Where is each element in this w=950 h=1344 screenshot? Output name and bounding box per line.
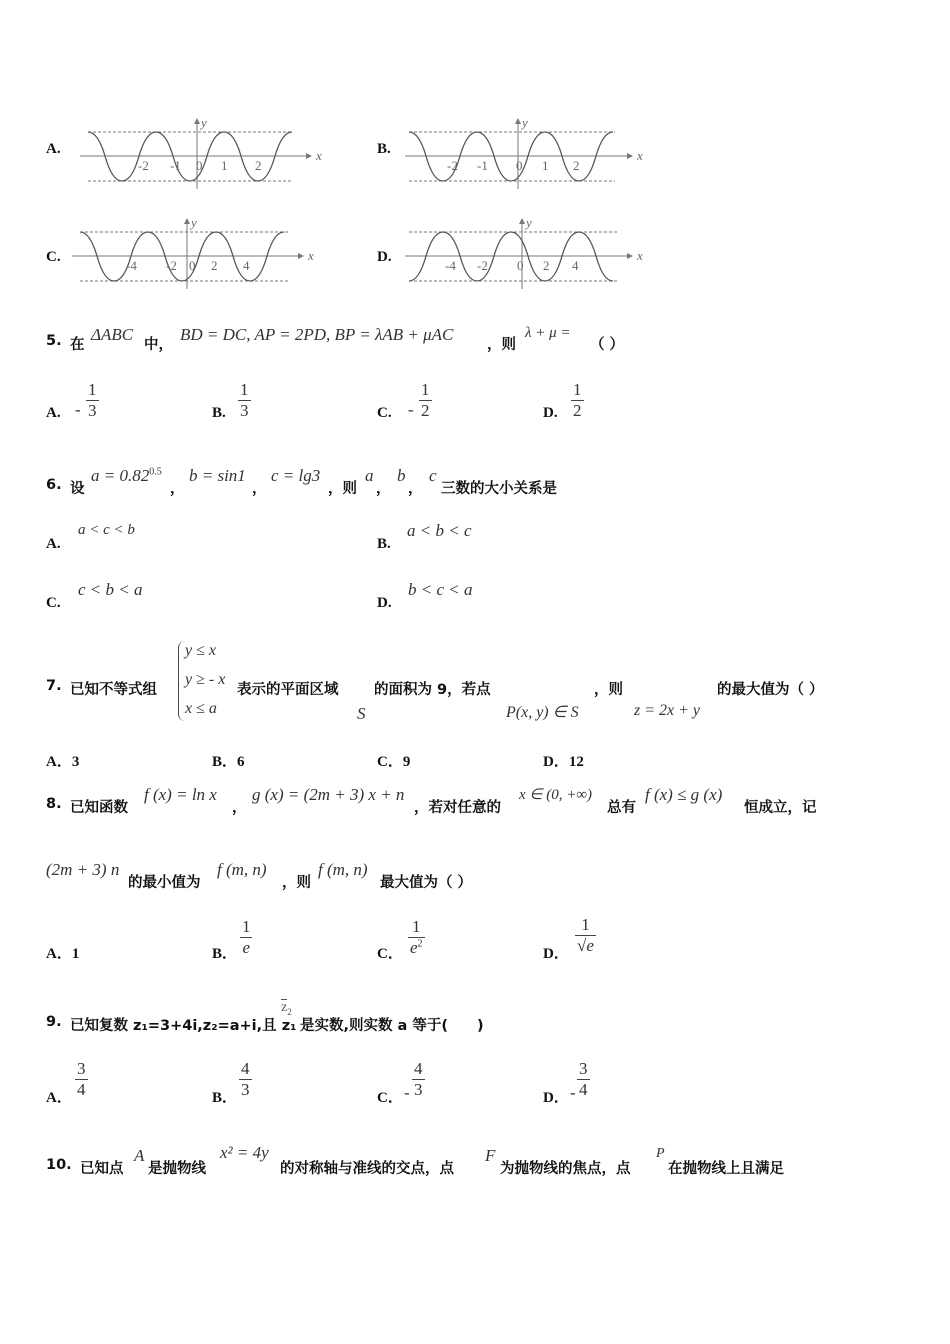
- z2-subscript: 2: [287, 1006, 292, 1017]
- q6-option-b[interactable]: B.: [377, 536, 391, 552]
- graph-d-tick-label: -2: [477, 258, 488, 273]
- q10-text: 为抛物线的焦点，点: [500, 1161, 631, 1177]
- q7-text: 已知不等式组: [70, 682, 157, 698]
- graph-a-y-arrow: [194, 118, 200, 124]
- q7-text: ，则: [594, 682, 623, 698]
- q4-option-c-label[interactable]: C.: [46, 249, 61, 265]
- q4-graph-a[interactable]: [80, 115, 320, 190]
- denominator: 3: [414, 1079, 423, 1099]
- graph-a-y-label: y: [201, 115, 207, 130]
- q6-option-d[interactable]: D.: [377, 595, 392, 611]
- q5-text: 中，: [144, 337, 173, 353]
- option-label: C．: [377, 754, 403, 770]
- q6-number: 6.: [46, 477, 62, 493]
- q7-text: 的最大值为（ ）: [717, 682, 824, 698]
- denominator: [575, 935, 596, 956]
- q7-system-brace: [178, 641, 185, 721]
- graph-b-y-label: y: [522, 115, 528, 130]
- numerator: 3: [77, 1059, 86, 1078]
- q7-text: 表示的平面区域: [237, 682, 339, 698]
- graph-d-y-arrow: [519, 218, 525, 224]
- graph-b-tick-label: 0: [516, 158, 523, 173]
- q8-text: 恒成立，记: [744, 800, 817, 816]
- graph-c-tick-label: -4: [126, 258, 137, 273]
- q4-graph-c[interactable]: [72, 215, 312, 290]
- q10-parabola: x² = 4y: [220, 1143, 269, 1162]
- q8-option-c-value: [408, 917, 425, 957]
- q6-option-b-expr: a < b < c: [407, 521, 472, 540]
- q5-option-c-sign: -: [408, 400, 414, 419]
- q6-text: 三数的大小关系是: [441, 481, 557, 497]
- q7-ineq-2: y ≥ - x: [185, 671, 226, 688]
- graph-a-tick-label: 2: [255, 158, 262, 173]
- numerator: 4: [414, 1059, 423, 1078]
- q8-number: 8.: [46, 796, 62, 812]
- q8-option-b-value: [240, 917, 253, 957]
- q5-number: 5.: [46, 333, 62, 349]
- q5-option-b[interactable]: B.: [212, 405, 226, 421]
- numerator: 1: [421, 380, 430, 399]
- graph-d-x-label: x: [637, 248, 643, 263]
- q9-number: 9.: [46, 1014, 62, 1030]
- q10-text: 的对称轴与准线的交点，点: [280, 1161, 454, 1177]
- q8-text: ，则: [282, 875, 311, 891]
- root-sign: √: [577, 935, 587, 955]
- q6-comma: ，: [376, 481, 391, 497]
- q7-option-d[interactable]: [543, 750, 584, 771]
- q6-text: ，则: [328, 481, 357, 497]
- q5-option-c[interactable]: C.: [377, 405, 392, 421]
- graph-c-tick-label: 0: [189, 258, 196, 273]
- q6-c: c: [429, 466, 437, 485]
- numerator: 3: [579, 1059, 588, 1078]
- denominator: [408, 937, 425, 958]
- q8-fmn: f (m, n): [318, 860, 368, 879]
- graph-a-tick-label: 0: [196, 158, 203, 173]
- graph-c-x-label: x: [308, 248, 314, 263]
- numerator: 1: [581, 915, 590, 934]
- graph-d-tick-label: 4: [572, 258, 579, 273]
- denominator: 2: [421, 400, 430, 420]
- q8-fmn: f (m, n): [217, 860, 267, 879]
- q9-option-c-value: [412, 1059, 425, 1099]
- z2-bar: z: [281, 1000, 288, 1015]
- graph-d-x-arrow: [627, 253, 633, 259]
- option-value: 9: [402, 754, 411, 770]
- option-label: B．: [212, 754, 238, 770]
- graph-a-x-label: x: [316, 148, 322, 163]
- option-label: A．: [46, 754, 72, 770]
- q6-option-c-expr: c < b < a: [78, 580, 143, 599]
- graph-c-y-label: y: [191, 215, 197, 230]
- q10-number: 10.: [46, 1157, 72, 1173]
- q8-text: 总有: [607, 800, 636, 816]
- q5-sum: λ + μ =: [525, 325, 571, 341]
- option-value: 1: [71, 946, 80, 962]
- q9-option-d[interactable]: D．: [543, 1090, 569, 1106]
- q5-conditions: BD = DC, AP = 2PD, BP = λAB + μAC: [180, 325, 454, 344]
- q7-number: 7.: [46, 678, 62, 694]
- graph-b-x-label: x: [637, 148, 643, 163]
- q9-option-c[interactable]: C．: [377, 1090, 403, 1106]
- q4-option-a-label[interactable]: A.: [46, 141, 61, 157]
- graph-b-tick-label: 1: [542, 158, 549, 173]
- denominator: 4: [579, 1079, 588, 1099]
- q6-a-def: [91, 466, 162, 486]
- q9-option-c-sign: -: [404, 1083, 410, 1102]
- q5-option-a-value: [86, 380, 99, 420]
- graph-b-tick-label: -2: [447, 158, 458, 173]
- denominator: e: [242, 937, 251, 957]
- q6-option-a-expr: a < c < b: [78, 522, 135, 538]
- graph-a-tick-label: 1: [221, 158, 228, 173]
- q5-option-d[interactable]: D.: [543, 405, 558, 421]
- q8-option-d[interactable]: D．: [543, 946, 569, 962]
- graph-b-x-arrow: [627, 153, 633, 159]
- q8-f-def: f (x) = ln x: [144, 785, 217, 804]
- q10-point-p: P: [656, 1146, 665, 1161]
- option-value: 6: [237, 754, 245, 770]
- q7-ineq-3: x ≤ a: [185, 700, 217, 717]
- q4-graph-d[interactable]: [405, 215, 645, 290]
- graph-c-tick-label: 4: [243, 258, 250, 273]
- q7-option-c[interactable]: [377, 750, 410, 771]
- q7-point: P(x, y) ∈ S: [506, 704, 579, 721]
- q6-c-def: c = lg3: [271, 466, 321, 485]
- q9-option-b[interactable]: B．: [212, 1090, 238, 1106]
- numerator: 1: [88, 380, 97, 399]
- q9-text: 已知复数 z₁=3+4i,z₂=a+i,且 z₁: [70, 1018, 297, 1034]
- q6-a: a: [365, 466, 374, 485]
- option-value: 3: [71, 754, 80, 770]
- q6-b-def: b = sin1: [189, 466, 246, 485]
- graph-a-tick-label: -1: [170, 158, 181, 173]
- denominator: 2: [573, 400, 582, 420]
- q5-text: 在: [70, 337, 85, 353]
- q8-inequality: f (x) ≤ g (x): [645, 785, 723, 804]
- graph-a-x-arrow: [306, 153, 312, 159]
- denominator: 4: [77, 1079, 86, 1099]
- q5-option-a-sign: -: [75, 400, 81, 419]
- q6-text: 设: [70, 481, 85, 497]
- graph-b-tick-label: 2: [573, 158, 580, 173]
- q10-text: 在抛物线上且满足: [668, 1161, 784, 1177]
- q8-comma: ，: [232, 800, 247, 816]
- q5-option-b-value: [238, 380, 251, 420]
- graph-d-tick-label: 2: [543, 258, 550, 273]
- q8-text: 最大值为（ ）: [380, 875, 473, 891]
- q6-comma: ，: [252, 481, 267, 497]
- q8-text: 的最小值为: [128, 875, 201, 891]
- a-def-base: a = 0.82: [91, 466, 150, 485]
- q4-graph-b[interactable]: [405, 115, 645, 190]
- q8-option-c[interactable]: C．: [377, 946, 403, 962]
- denominator: 3: [241, 1079, 250, 1099]
- option-label: D．: [543, 754, 569, 770]
- q9-z2-conjugate: [281, 1000, 292, 1017]
- q7-text: 的面积为 9，若点: [374, 682, 491, 698]
- numerator: 1: [573, 380, 582, 399]
- q10-text: 已知点: [80, 1161, 124, 1177]
- graph-d-tick-label: -4: [445, 258, 456, 273]
- numerator: 1: [242, 917, 251, 936]
- q8-expression: (2m + 3) n: [46, 860, 120, 879]
- graph-c-tick-label: -2: [166, 258, 177, 273]
- denominator-exponent: 2: [417, 937, 423, 949]
- q9-option-a[interactable]: A．: [46, 1090, 72, 1106]
- q9-text: 是实数,则实数 a 等于( ): [300, 1018, 484, 1034]
- denominator: 3: [88, 400, 97, 420]
- q6-comma: ，: [408, 481, 423, 497]
- q9-option-b-value: [239, 1059, 252, 1099]
- q10-point-f: F: [485, 1146, 496, 1165]
- q7-option-a[interactable]: [46, 750, 79, 771]
- numerator: 1: [240, 380, 249, 399]
- graph-c-tick-label: 2: [211, 258, 218, 273]
- q5-triangle: ΔABC: [91, 325, 134, 344]
- q8-text: 已知函数: [70, 800, 128, 816]
- a-def-exponent: 0.5: [149, 466, 162, 478]
- q8-option-d-value: [575, 915, 596, 955]
- q7-option-b[interactable]: [212, 750, 245, 771]
- q10-text: 是抛物线: [148, 1161, 206, 1177]
- q8-g-def: g (x) = (2m + 3) x + n: [252, 785, 405, 804]
- q6-option-a[interactable]: A.: [46, 536, 61, 552]
- q6-option-c[interactable]: C.: [46, 595, 61, 611]
- option-value: 12: [568, 754, 584, 770]
- q8-domain: x ∈ (0, +∞): [519, 787, 593, 803]
- graph-d-tick-label: 0: [517, 258, 524, 273]
- q9-option-d-sign: -: [570, 1083, 576, 1102]
- graph-a-tick-label: -2: [138, 158, 149, 173]
- q8-text: ，若对任意的: [414, 800, 501, 816]
- graph-c-x-arrow: [298, 253, 304, 259]
- q5-option-d-value: [571, 380, 584, 420]
- graph-d-y-label: y: [526, 215, 532, 230]
- q5-text: ，则: [487, 337, 516, 353]
- denominator: 3: [240, 400, 249, 420]
- q7-region-s: S: [357, 704, 366, 723]
- q5-paren: （ ）: [590, 337, 625, 353]
- q4-option-d-label[interactable]: D.: [377, 249, 392, 265]
- q4-option-b-label[interactable]: B.: [377, 141, 391, 157]
- graph-b-tick-label: -1: [477, 158, 488, 173]
- radicand: e: [586, 935, 594, 955]
- q8-option-b[interactable]: B．: [212, 946, 238, 962]
- q9-option-d-value: [577, 1059, 590, 1099]
- graph-b-y-arrow: [515, 118, 521, 124]
- q5-option-a[interactable]: A.: [46, 405, 61, 421]
- q6-option-d-expr: b < c < a: [408, 580, 473, 599]
- q7-objective: z = 2x + y: [634, 702, 701, 719]
- option-label: A．: [46, 946, 72, 962]
- graph-c-y-arrow: [184, 218, 190, 224]
- denominator-base: e: [410, 937, 418, 957]
- numerator: 4: [241, 1059, 250, 1078]
- q6-comma: ，: [170, 481, 185, 497]
- q7-ineq-1: y ≤ x: [185, 642, 216, 659]
- q5-option-c-value: [419, 380, 432, 420]
- q6-b: b: [397, 466, 406, 485]
- q10-point-a: A: [134, 1146, 145, 1165]
- q9-option-a-value: [75, 1059, 88, 1099]
- q8-option-a[interactable]: [46, 942, 79, 963]
- numerator: 1: [412, 917, 421, 936]
